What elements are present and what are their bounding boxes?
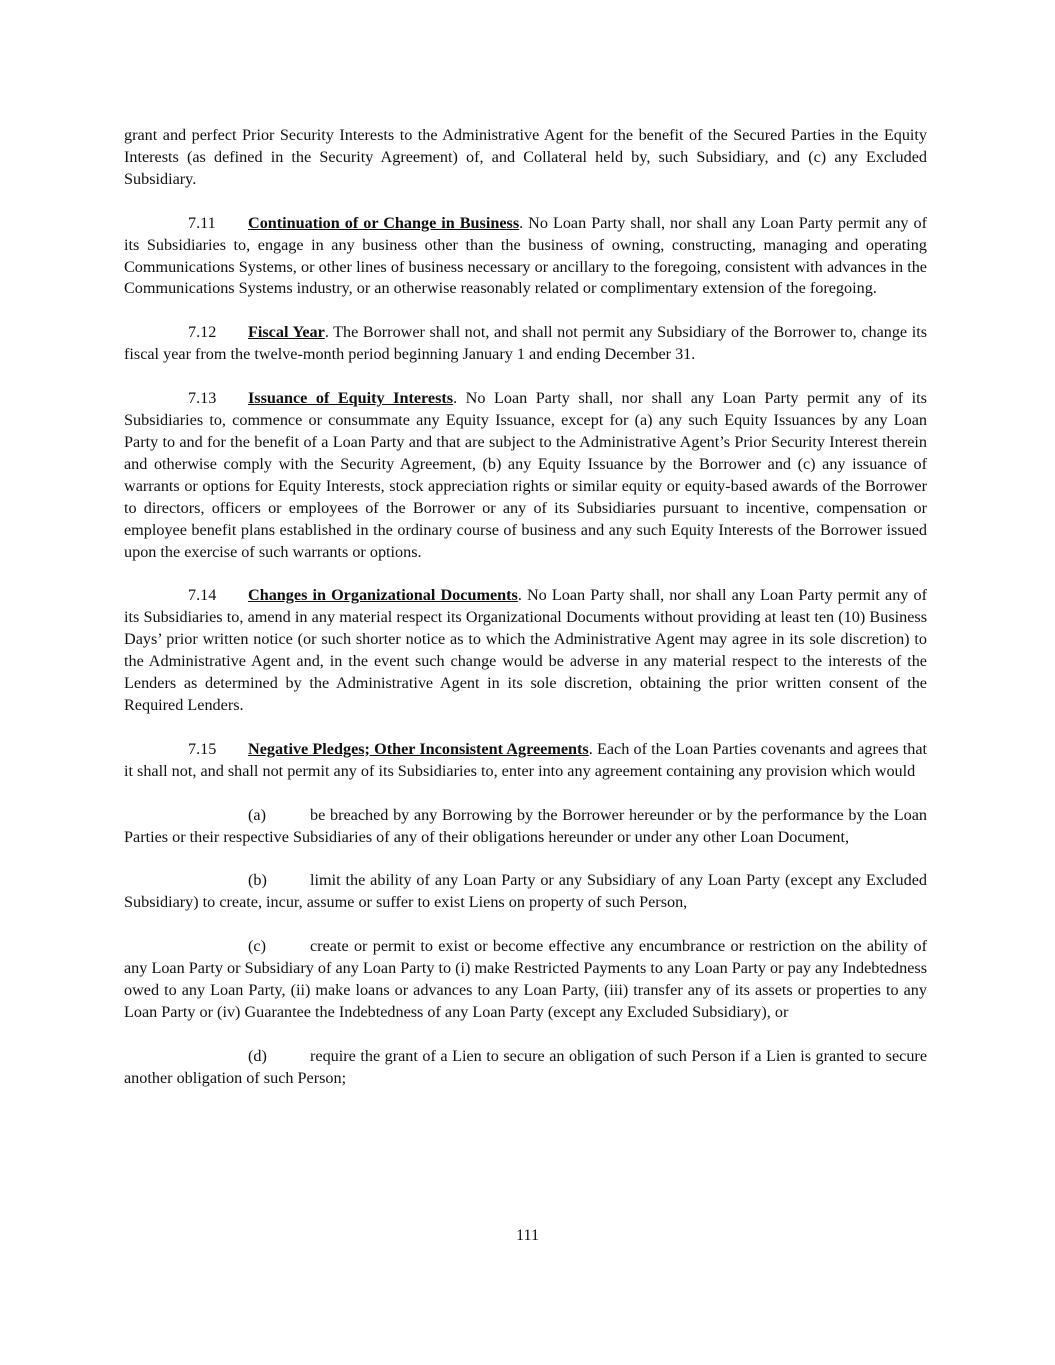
section-7-14 [124, 585, 927, 716]
section-body: . Each of the Loan Parties covenants and agrees that it shall not, and shall not permit any of its Subsidiaries to, enter into any agreement containing any provision which would [124, 739, 928, 780]
section-heading: Continuation of or Change in Business [248, 213, 520, 232]
section-number: 7.13 [188, 389, 217, 408]
section-number: 7.11 [188, 213, 216, 232]
intro-paragraph: grant and perfect Prior Security Interests to the Administrative Agent for the benefit of the Secured Parties in the Equity Interests (as defined in the Security Agreement) of, and Collateral held by, such Subsidiary, and (c) any Excluded Subsidiary. [124, 126, 927, 188]
section-number: 7.12 [188, 323, 217, 342]
clause-label: (c) [248, 937, 266, 956]
clause-c [124, 936, 927, 1024]
clause-text: create or permit to exist or become effective any encumbrance or restriction on the ability of any Loan Party or Subsidiary of any Loan Party to (i) make Restricted Payments to any Loan Party or pay any Indebtedness owed to any Loan Party, (ii) make loans or advances to any Loan Party, (iii) transfer any of its assets or properties to any Loan Party or (iv) Guarantee the Indebtedness of any Loan Party (except any Excluded Subsidiary), or [124, 937, 927, 1021]
clause-text: be breached by any Borrowing by the Borrower hereunder or by the performance by the Loan Parties or their respective Subsidiaries of any of their obligations hereunder or under any other Loan Document, [124, 805, 927, 846]
clause-text: limit the ability of any Loan Party or any Subsidiary of any Loan Party (except any Excluded Subsidiary) to create, incur, assume or suffer to exist Liens on property of such Person, [124, 871, 927, 912]
section-body: . No Loan Party shall, nor shall any Loan Party permit any of its Subsidiaries to, engage in any business other than the business of owning, constructing, managing and operating Communications Systems, or other lines of business necessary or ancillary to the foregoing, consistent with advances in the Communications Systems industry, or an otherwise reasonably related or complimentary extension of the foregoing. [124, 213, 927, 298]
section-body: . The Borrower shall not, and shall not permit any Subsidiary of the Borrower to, change its fiscal year from the twelve-month period beginning January 1 and ending December 31. [124, 323, 928, 364]
clause-text: require the grant of a Lien to secure an obligation of such Person if a Lien is granted to secure another obligation of such Person; [124, 1046, 927, 1087]
section-number: 7.15 [188, 739, 217, 758]
page-number: 111 [515, 1226, 540, 1244]
section-7-13 [124, 388, 927, 563]
section-number: 7.14 [188, 586, 217, 605]
section-heading: Issuance of Equity Interests [248, 389, 454, 408]
clause-b [124, 870, 927, 914]
section-heading: Negative Pledges; Other Inconsistent Agreements [248, 739, 589, 758]
section-body: . No Loan Party shall, nor shall any Loan Party permit any of its Subsidiaries to, commence or consummate any Equity Issuance, except for (a) any such Equity Issuances by any Loan Party to and for the benefit of a Loan Party and that are subject to the Administrative Agent’s Prior Security Interest therein and otherwise comply with the Security Agreement, (b) any Equity Issuance by the Borrower and (c) any issuance of warrants or options for Equity Interests, stock appreciation rights or similar equity or equity-based awards of the Borrower to directors, officers or employees of the Borrower or any of its Subsidiaries pursuant to incentive, compensation or employee benefit plans established in the ordinary course of business and any such Equity Interests of the Borrower issued upon the exercise of such warrants or options. [124, 389, 927, 561]
section-heading: Changes in Organizational Documents [248, 586, 518, 605]
clause-label: (a) [248, 805, 266, 824]
clause-label: (d) [248, 1046, 267, 1065]
clause-d [124, 1046, 927, 1090]
section-7-12 [124, 322, 927, 366]
page-body [124, 125, 927, 1112]
clause-a [124, 805, 927, 849]
section-body: . No Loan Party shall, nor shall any Loan Party permit any of its Subsidiaries to, amend in any material respect its Organizational Documents without providing at least ten (10) Business Days’ prior written notice (or such shorter notice as to which the Administrative Agent may agree in its sole discretion) to the Administrative Agent and, in the event such change would be adverse in any material respect to the interests of the Lenders as determined by the Administrative Agent in its sole discretion, obtaining the prior written consent of the Required Lenders. [124, 586, 927, 714]
section-7-15 [124, 739, 927, 783]
section-7-11 [124, 213, 927, 301]
clause-label: (b) [248, 871, 267, 890]
section-heading: Fiscal Year [248, 323, 325, 342]
